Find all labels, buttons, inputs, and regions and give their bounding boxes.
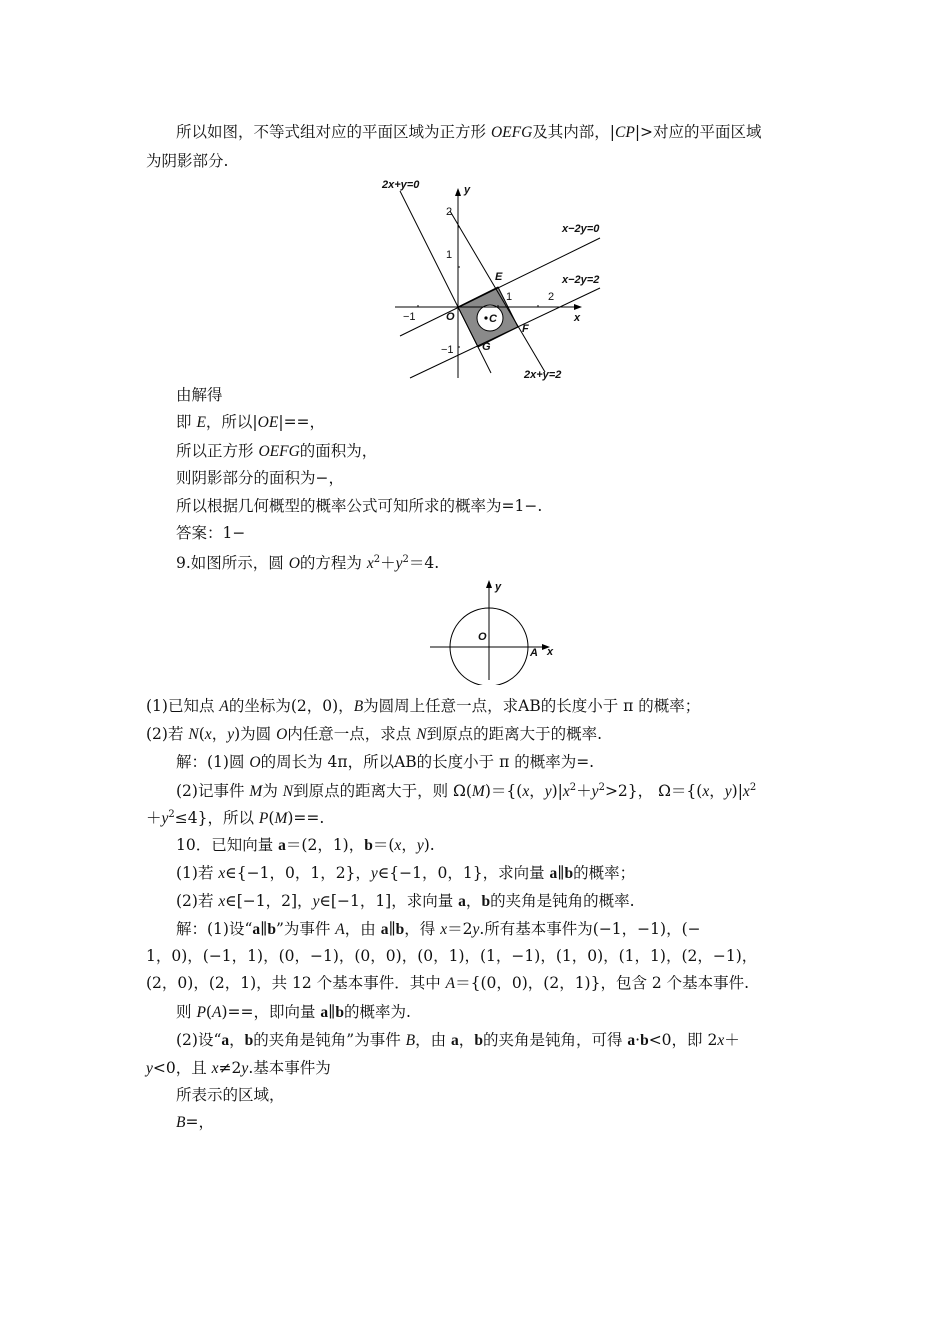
- text-line: 则 P(A)==，即向量 a∥b的概率为.: [176, 1003, 411, 1021]
- label-x-minus-2y-eq-2: x−2y=2: [562, 274, 600, 286]
- label-x: x: [574, 312, 581, 324]
- text-line: 解：(1)设“a∥b”为事件 A，由 a∥b，得 x＝2y.所有基本事件为(−1，−1)，(−: [176, 920, 701, 938]
- text-line: 即 E，所以|OE|==，: [176, 413, 326, 431]
- text-line: 所以根据几何概型的概率公式可知所求的概率为=1−.: [176, 497, 543, 515]
- label-a: A: [530, 647, 538, 659]
- label-o: O: [478, 631, 487, 643]
- label-x-minus-2y-eq-0: x−2y=0: [562, 223, 600, 235]
- label-2-y: 2: [446, 206, 453, 218]
- text-line: $+y^2\le 4$}，所以 P(M)==.: [146, 808, 325, 827]
- label-x: x: [547, 646, 554, 658]
- label-o: O: [446, 311, 455, 323]
- text-line: (2)若 x∈[−1，2]，y∈[−1，1]，求向量 a，b的夹角是钝角的概率.: [176, 892, 635, 910]
- text-line: B=，: [176, 1113, 214, 1131]
- label-e: E: [495, 271, 503, 283]
- label-c: C: [489, 313, 497, 325]
- text-line: (2)设“a，b的夹角是钝角”为事件 B，由 a，b的夹角是钝角，可得 a·b<0，即 2x＋: [176, 1031, 740, 1049]
- text-line: (2)记事件 M为 N到原点的距离大于，则 Ω(M)＝{(x，$y)|x^2+y^2>2$}， Ω＝{(x，$y)|x^2$: [176, 781, 757, 800]
- text-line: 解：(1)圆 O的周长为 4π，所以AB的长度小于 π 的概率为=.: [176, 753, 595, 771]
- text-line: 9.如图所示，圆 O的方程为 $x^2+y^2=4$.: [176, 553, 440, 572]
- text-line: 为阴影部分.: [146, 152, 229, 170]
- text-line: y<0，且 x≠2y.基本事件为: [146, 1059, 331, 1077]
- label-f: F: [522, 323, 529, 335]
- text-line: (2)若 N(x，y)为圆 O内任意一点，求点 N到原点的距离大于的概率.: [146, 725, 602, 743]
- label-2x-plus-y-eq-2: 2x+y=2: [524, 369, 562, 381]
- label-2x-plus-y-eq-0: 2x+y=0: [382, 179, 420, 191]
- label-y: y: [464, 184, 471, 196]
- text-line: 则阴影部分的面积为−，: [176, 469, 344, 487]
- text-line: 由解得: [176, 386, 223, 404]
- text-line: (1)若 x∈{−1，0，1，2}，y∈{−1，0，1}，求向量 a∥b的概率；: [176, 864, 636, 882]
- text-line: 答案：1−: [176, 524, 246, 542]
- line-2x-plus-y-eq-2: [450, 211, 545, 372]
- text-line: 所表示的区域，: [176, 1086, 285, 1104]
- text-line: 1，0)，(−1，1)，(0，−1)，(0，0)，(0，1)，(1，−1)，(1，0)，(1，1)，(2，−1)，: [146, 947, 758, 965]
- label-minus-1-y: −1: [441, 344, 454, 356]
- text-line: (1)已知点 A的坐标为(2，0)，B为圆周上任意一点，求AB的长度小于 π 的概率；: [146, 697, 701, 715]
- label-g: G: [482, 341, 491, 353]
- text-line: 所以如图，不等式组对应的平面区域为正方形 OEFG及其内部，|CP|>对应的平面区域: [176, 123, 762, 141]
- label-1-y: 1: [446, 249, 453, 261]
- label-y: y: [495, 581, 502, 593]
- label-2-x: 2: [548, 291, 555, 303]
- text-line: 10．已知向量 a＝(2，1)，b＝(x，y).: [176, 836, 435, 854]
- label-1-x: 1: [506, 291, 513, 303]
- region-figure: [375, 172, 615, 387]
- label-minus-1-x: −1: [403, 311, 416, 323]
- circle-figure: [425, 575, 560, 685]
- text-line: 所以正方形 OEFG的面积为，: [176, 442, 378, 460]
- text-line: (2，0)，(2，1)，共 12 个基本事件．其中 A＝{(0，0)，(2，1)}，包含 2 个基本事件.: [146, 974, 750, 992]
